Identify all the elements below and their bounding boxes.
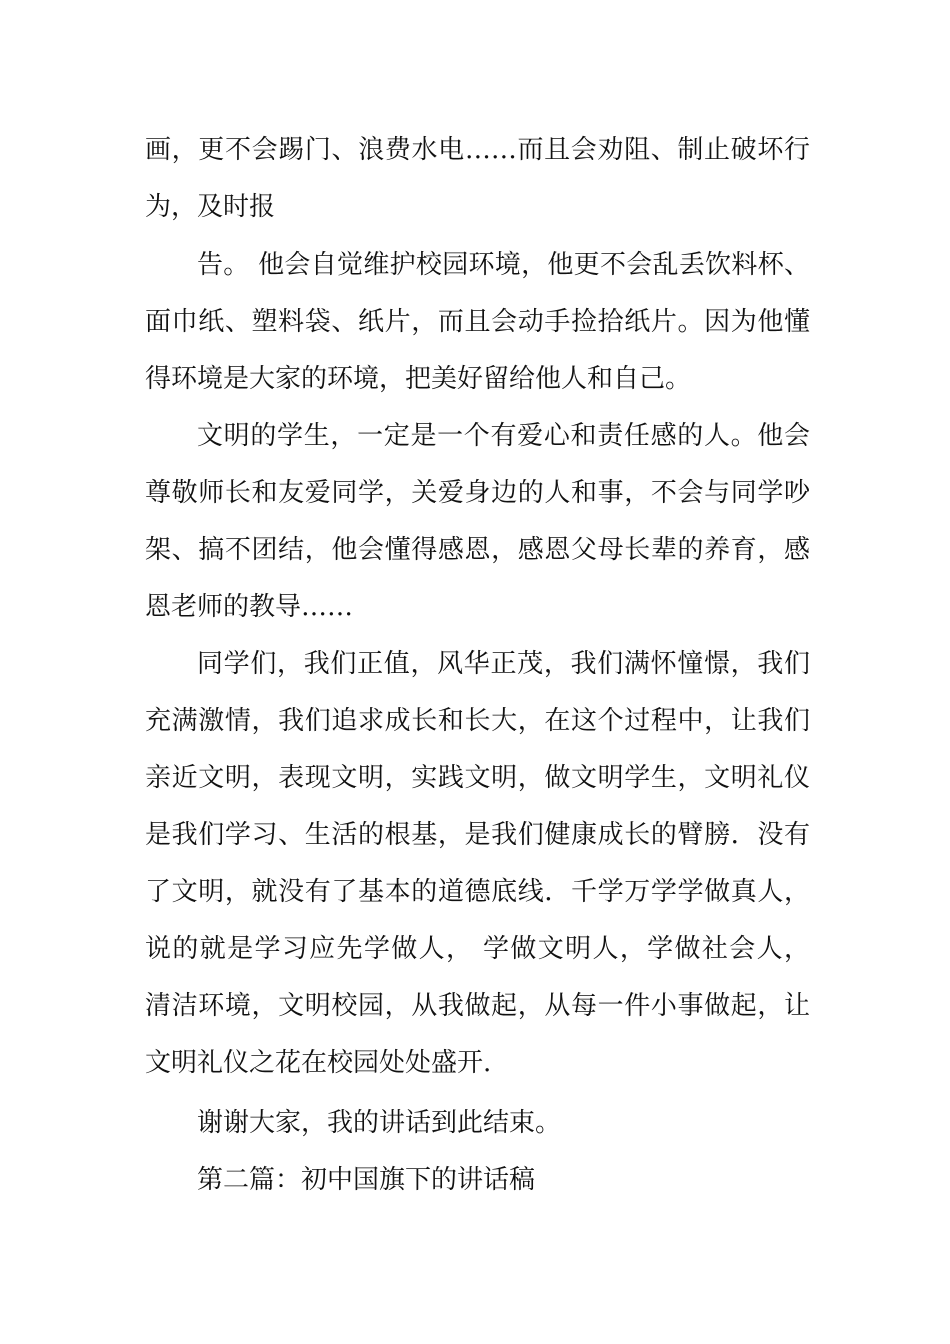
text-line: 面巾纸、塑料袋、纸片，而且会动手捡拾纸片。因为他懂 xyxy=(145,307,810,337)
text-line: 清洁环境，文明校园，从我做起，从每一件小事做起，让 xyxy=(145,991,810,1021)
text-line: 文明的学生，一定是一个有爱心和责任感的人。他会 xyxy=(197,421,810,451)
text-line: 亲近文明，表现文明，实践文明，做文明学生，文明礼仪 xyxy=(145,763,810,793)
text-line: 为，及时报 xyxy=(145,192,276,222)
text-line: 了文明，就没有了基本的道德底线．千学万学学做真人， xyxy=(145,877,810,907)
text-line: 同学们，我们正值，风华正茂，我们满怀憧憬，我们 xyxy=(197,649,810,679)
text-line: 文明礼仪之花在校园处处盛开. xyxy=(145,1048,492,1078)
section-heading: 第二篇：初中国旗下的讲话稿 xyxy=(197,1165,536,1195)
text-line: 恩老师的教导…… xyxy=(145,592,354,622)
text-line: 告。 他会自觉维护校园环境，他更不会乱丢饮料杯、 xyxy=(197,250,810,280)
text-line: 画，更不会踢门、浪费水电……而且会劝阻、制止破坏行 xyxy=(145,135,810,165)
text-line: 尊敬师长和友爱同学，关爱身边的人和事，不会与同学吵 xyxy=(145,478,810,508)
text-line: 架、搞不团结，他会懂得感恩，感恩父母长辈的养育，感 xyxy=(145,535,810,565)
text-line: 充满激情，我们追求成长和长大，在这个过程中，让我们 xyxy=(145,706,810,736)
text-line: 谢谢大家，我的讲话到此结束。 xyxy=(197,1108,562,1138)
text-line: 说的就是学习应先学做人， 学做文明人，学做社会人， xyxy=(145,934,810,964)
text-line: 是我们学习、生活的根基，是我们健康成长的臂膀．没有 xyxy=(145,820,810,850)
text-line: 得环境是大家的环境，把美好留给他人和自己。 xyxy=(145,364,692,394)
